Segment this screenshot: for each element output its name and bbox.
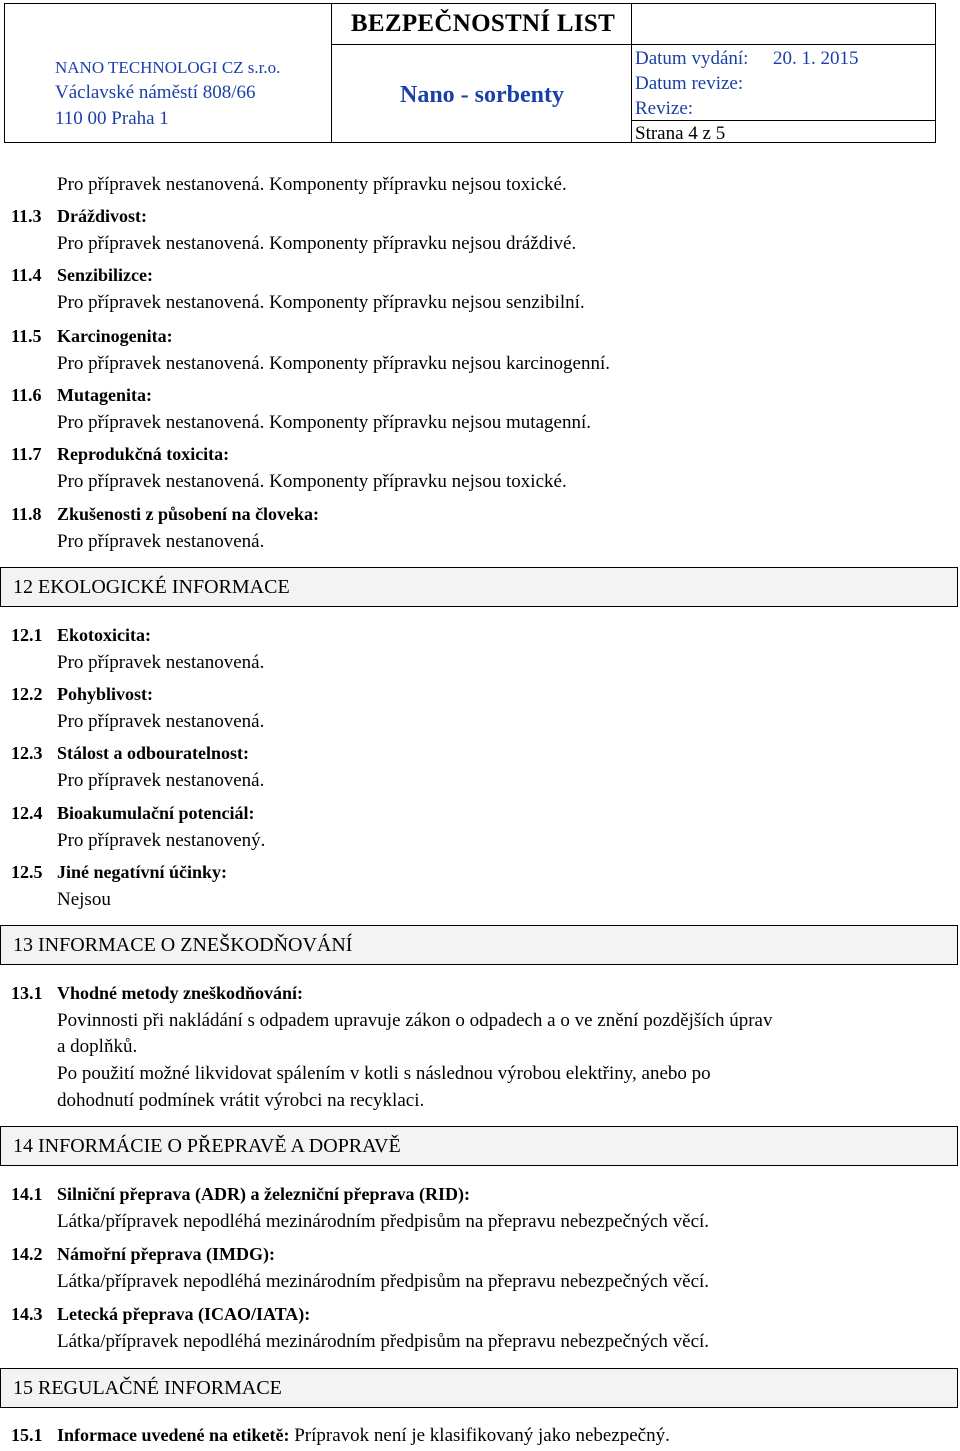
subsection-title: Letecká přeprava (ICAO/IATA): [57,1304,311,1324]
subsection-text: Pro přípravek nestanovená. [57,711,265,732]
subsection-title: Karcinogenita: [57,326,173,346]
subsection-line [57,1424,670,1447]
paragraph-line: a doplňků. [57,1036,138,1057]
subsection-text: Pro přípravek nestanovená. Komponenty přípravku nejsou toxické. [57,471,567,492]
subsection-title: Námořní přeprava (IMDG): [57,1244,275,1264]
section-heading-14 [0,1126,958,1166]
subsection-text: Pro přípravek nestanovená. Komponenty přípravku nejsou mutagenní. [57,412,591,433]
paragraph-line: dohodnutí podmínek vrátit výrobci na recyklaci. [57,1090,425,1111]
company-city: 110 00 Praha 1 [55,108,169,129]
section-title: 12 EKOLOGICKÉ INFORMACE [13,576,290,598]
subsection-title: Vhodné metody zneškodňování: [57,983,304,1003]
subsection-text: Pro přípravek nestanovený. [57,830,266,851]
subsection-text: Látka/přípravek nepodléhá mezinárodním předpisům na přepravu nebezpečných věcí. [57,1211,710,1232]
document-header [4,3,936,143]
subsection-text: Pro přípravek nestanovená. Komponenty přípravku nejsou senzibilní. [57,292,585,313]
subsection-text: Pro přípravek nestanovená. Komponenty přípravku nejsou dráždivé. [57,233,577,254]
paragraph-line: Po použití možné likvidovat spálením v kotli s následnou výrobou elektřiny, anebo po [57,1063,711,1084]
subsection-text: Pro přípravek nestanovená. [57,652,265,673]
subsection-text: Pro přípravek nestanovená. [57,770,265,791]
subsection-title: Dráždivost: [57,206,147,226]
subsection-number: 11.6 [11,385,42,405]
subsection-number: 11.4 [11,265,42,285]
subsection-title: Ekotoxicita: [57,625,151,645]
header-divider [331,44,935,45]
section-title: 13 INFORMACE O ZNEŠKODŇOVÁNÍ [13,934,353,956]
company-street: Václavské náměstí 808/66 [55,82,256,103]
subsection-number: 12.1 [11,625,43,645]
issue-date-label: Datum vydání: [635,48,749,69]
section-heading-12 [0,567,958,607]
subsection-title: Reprodukčná toxicita: [57,444,230,464]
product-name: Nano - sorbenty [399,82,564,108]
section-title: 15 REGULAČNÉ INFORMACE [13,1377,282,1399]
subsection-text: Prípravok není je klasifikovaný jako nebezpečný. [289,1425,670,1446]
section-heading-15 [0,1368,958,1408]
subsection-title: Informace uvedené na etiketě: [57,1425,290,1445]
section-heading-13 [0,925,958,965]
paragraph-text: Pro přípravek nestanovená. Komponenty přípravku nejsou toxické. [57,174,567,195]
company-name: NANO TECHNOLOGI CZ s.r.o. [55,58,281,77]
subsection-number: 12.5 [11,862,43,882]
subsection-title: Silniční přeprava (ADR) a železniční přeprava (RID): [57,1184,470,1204]
revision-label: Revize: [635,98,694,119]
section-title: 14 INFORMÁCIE O PŘEPRAVĚ A DOPRAVĚ [13,1135,401,1157]
subsection-number: 15.1 [11,1425,43,1445]
subsection-number: 11.5 [11,326,42,346]
document-title: BEZPEČNOSTNÍ LIST [350,10,616,37]
subsection-text: Pro přípravek nestanovená. [57,531,265,552]
issue-date-value: 20. 1. 2015 [773,48,859,69]
subsection-number: 11.8 [11,504,42,524]
page-number: Strana 4 z 5 [635,123,726,144]
subsection-title: Mutagenita: [57,385,152,405]
subsection-number: 12.3 [11,743,43,763]
subsection-number: 14.2 [11,1244,43,1264]
subsection-number: 11.7 [11,444,42,464]
subsection-title: Bioakumulační potenciál: [57,803,255,823]
revision-date-label: Datum revize: [635,73,744,94]
subsection-number: 14.3 [11,1304,43,1324]
header-divider [631,120,935,121]
subsection-text: Pro přípravek nestanovená. Komponenty přípravku nejsou karcinogenní. [57,353,610,374]
subsection-number: 11.3 [11,206,42,226]
subsection-number: 13.1 [11,983,43,1003]
subsection-number: 12.4 [11,803,43,823]
subsection-number: 12.2 [11,684,43,704]
subsection-text: Látka/přípravek nepodléhá mezinárodním předpisům na přepravu nebezpečných věcí. [57,1331,710,1352]
subsection-title: Zkušenosti z působení na človeka: [57,504,320,524]
subsection-title: Pohyblivost: [57,684,154,704]
header-divider [331,4,332,142]
subsection-number: 14.1 [11,1184,43,1204]
subsection-text: Látka/přípravek nepodléhá mezinárodním předpisům na přepravu nebezpečných věcí. [57,1271,710,1292]
subsection-title: Senzibilizce: [57,265,153,285]
subsection-title: Jiné negatívní účinky: [57,862,228,882]
paragraph-line: Povinnosti při nakládání s odpadem upravuje zákon o odpadech a o ve znění pozdějších úprav [57,1010,773,1031]
subsection-title: Stálost a odbouratelnost: [57,743,250,763]
subsection-text: Nejsou [57,889,111,910]
